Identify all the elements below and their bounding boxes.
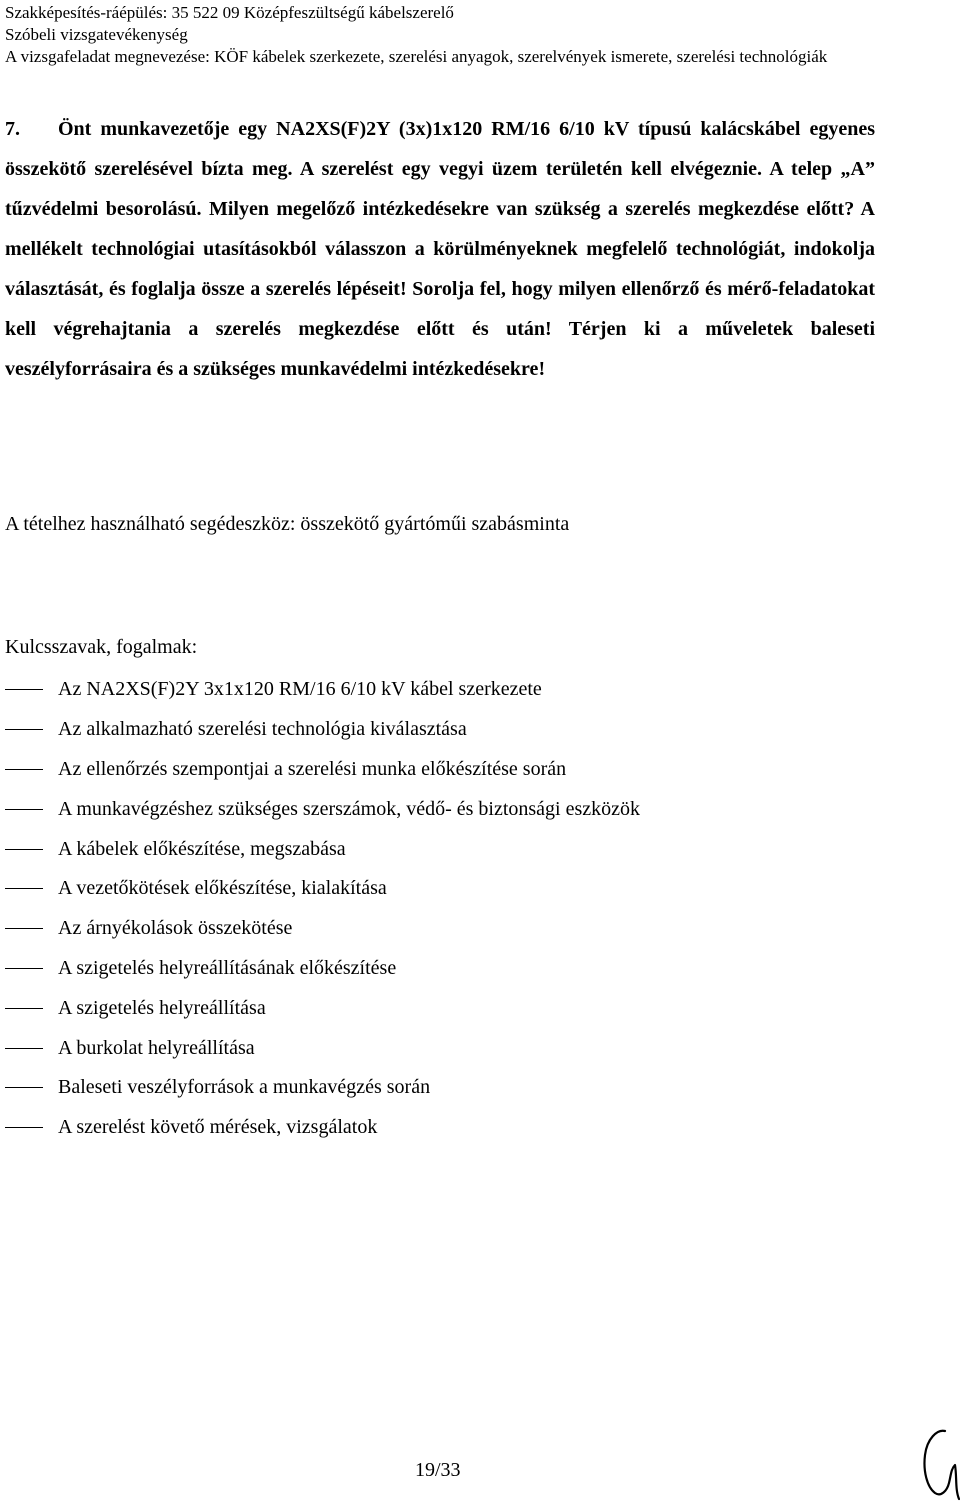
list-item (5, 909, 640, 949)
tool-note: A tételhez használható segédeszköz: összekötő gyártóműi szabásminta (5, 513, 570, 535)
dash-bullet-icon (5, 1087, 43, 1088)
dash-bullet-icon (5, 1048, 43, 1049)
task-number: 7. (5, 118, 20, 140)
list-item-label: A szigetelés helyreállításának előkészítése (58, 956, 397, 979)
task-text: Önt munkavezetője egy NA2XS(F)2Y (3x)1x120 RM/16 6/10 kV típusú kalácskábel egyenes összekötő szerelésével bízta meg. A szerelést egy vegyi üzem területén kell elvégeznie. A telep „A” tűzvédelmi besorolású. Milyen megelőző intézkedésekre van szükség a szerelés megkezdése előtt? A mellékelt technológiai utasításokból válasszon a körülményeknek megfelelő technológiát, indokolja választását, és foglalja össze a szerelés lépéseit! Sorolja fel, hogy milyen ellenőrző és mérő-feladatokat kell végrehajtania a szerelés megkezdése előtt és után! Térjen ki a műveletek baleseti veszélyforrásaira és a szükséges munkavédelmi intézkedésekre! (5, 118, 875, 380)
dash-bullet-icon (5, 1008, 43, 1009)
list-item (5, 750, 640, 790)
list-item-label: Az alkalmazható szerelési technológia kiválasztása (58, 718, 467, 741)
list-item-label: A burkolat helyreállítása (58, 1036, 255, 1059)
list-item (5, 869, 640, 909)
list-item-label: Az NA2XS(F)2Y 3x1x120 RM/16 6/10 kV kábel szerkezete (58, 678, 542, 701)
keywords-title: Kulcsszavak, fogalmak: (5, 636, 198, 658)
list-item (5, 1028, 640, 1068)
header-exam-type: Szóbeli vizsgatevékenység (5, 25, 188, 44)
list-item-label: Az árnyékolások összekötése (58, 917, 293, 940)
page-number: 19/33 (415, 1459, 461, 1481)
dash-bullet-icon (5, 849, 43, 850)
keywords-list (5, 670, 640, 1148)
dash-bullet-icon (5, 1127, 43, 1128)
list-item (5, 829, 640, 869)
dash-bullet-icon (5, 769, 43, 770)
dash-bullet-icon (5, 888, 43, 889)
list-item (5, 670, 640, 710)
list-item (5, 949, 640, 989)
list-item-label: Baleseti veszélyforrások a munkavégzés során (58, 1076, 431, 1099)
dash-bullet-icon (5, 809, 43, 810)
dash-bullet-icon (5, 729, 43, 730)
task-block (5, 109, 875, 389)
list-item (5, 988, 640, 1028)
list-item-label: A szigetelés helyreállítása (58, 996, 266, 1019)
dash-bullet-icon (5, 689, 43, 690)
list-item-label: Az ellenőrzés szempontjai a szerelési munka előkészítése során (58, 757, 567, 780)
list-item-label: A vezetőkötések előkészítése, kialakítása (58, 877, 387, 900)
list-item (5, 710, 640, 750)
dash-bullet-icon (5, 968, 43, 969)
dash-bullet-icon (5, 928, 43, 929)
list-item (5, 1108, 640, 1148)
handwritten-signature-icon (915, 1425, 960, 1503)
list-item-label: A szerelést követő mérések, vizsgálatok (58, 1116, 378, 1139)
list-item (5, 789, 640, 829)
page-header (5, 2, 945, 68)
header-task-title: A vizsgafeladat megnevezése: KÖF kábelek szerkezete, szerelési anyagok, szerelvények ismerete, szerelési technológiák (5, 47, 828, 66)
list-item-label: A kábelek előkészítése, megszabása (58, 837, 346, 860)
header-qualification: Szakképesítés-ráépülés: 35 522 09 Középfeszültségű kábelszerelő (5, 3, 454, 22)
list-item (5, 1068, 640, 1108)
list-item-label: A munkavégzéshez szükséges szerszámok, védő- és biztonsági eszközök (58, 797, 641, 820)
